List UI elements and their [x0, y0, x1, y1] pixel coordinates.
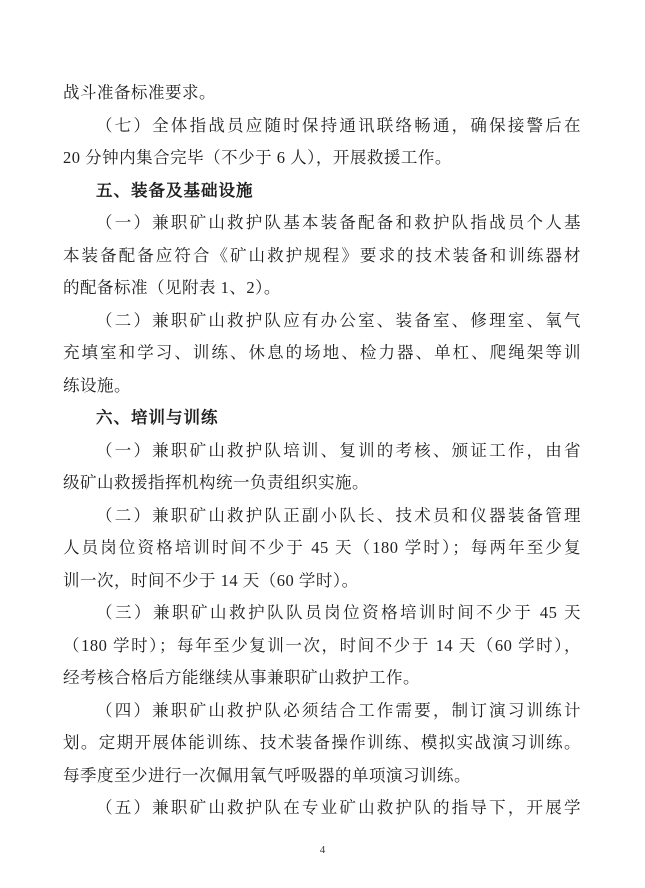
text-line: 的配备标准（见附表 1、2）。	[63, 278, 281, 297]
text-line: （四）兼职矿山救护队必须结合工作需要，制订演习训练计	[96, 700, 581, 720]
text-line: （七）全体指战员应随时保持通讯联络畅通，确保接警后在	[96, 115, 581, 135]
text-line: （二）兼职矿山救护队正副小队长、技术员和仪器装备管理	[96, 505, 581, 525]
section-heading: 六、培训与训练	[96, 408, 219, 427]
text-line: 经考核合格后方能继续从事兼职矿山救护工作。	[63, 668, 420, 687]
text-line: 人员岗位资格培训时间不少于 45 天（180 学时）；每两年至少复	[63, 538, 581, 557]
text-line: 战斗准备标准要求。	[63, 83, 216, 102]
text-line: （一）兼职矿山救护队基本装备配备和救护队指战员个人基	[96, 213, 581, 232]
text-line: （一）兼职矿山救护队培训、复训的考核、颁证工作，由省	[96, 440, 581, 460]
text-line: 练设施。	[63, 375, 131, 395]
section-heading: 五、装备及基础设施	[96, 180, 254, 200]
text-line: （三）兼职矿山救护队队员岗位资格培训时间不少于 45 天	[96, 603, 581, 622]
text-line: 充填室和学习、训练、休息的场地、检力器、单杠、爬绳架等训	[63, 343, 581, 362]
text-block	[63, 77, 581, 825]
text-line: 训一次，时间不少于 14 天（60 学时）。	[63, 570, 359, 590]
text-line: （五）兼职矿山救护队在专业矿山救护队的指导下，开展学	[96, 798, 581, 817]
text-line: 20 分钟内集合完毕（不少于 6 人），开展救援工作。	[63, 148, 452, 167]
page-number: 4	[319, 844, 326, 856]
text-line: 级矿山救援指挥机构统一负责组织实施。	[63, 473, 369, 492]
text-line: （180 学时）；每年至少复训一次，时间不少于 14 天（60 学时），	[63, 635, 581, 655]
text-line: （二）兼职矿山救护队应有办公室、装备室、修理室、氧气	[96, 310, 581, 330]
text-line: 每季度至少进行一次佩用氧气呼吸器的单项演习训练。	[63, 765, 471, 785]
text-line: 本装备配备应符合《矿山救护规程》要求的技术装备和训练器材	[63, 245, 581, 265]
text-line: 划。定期开展体能训练、技术装备操作训练、模拟实战演习训练。	[63, 733, 581, 752]
